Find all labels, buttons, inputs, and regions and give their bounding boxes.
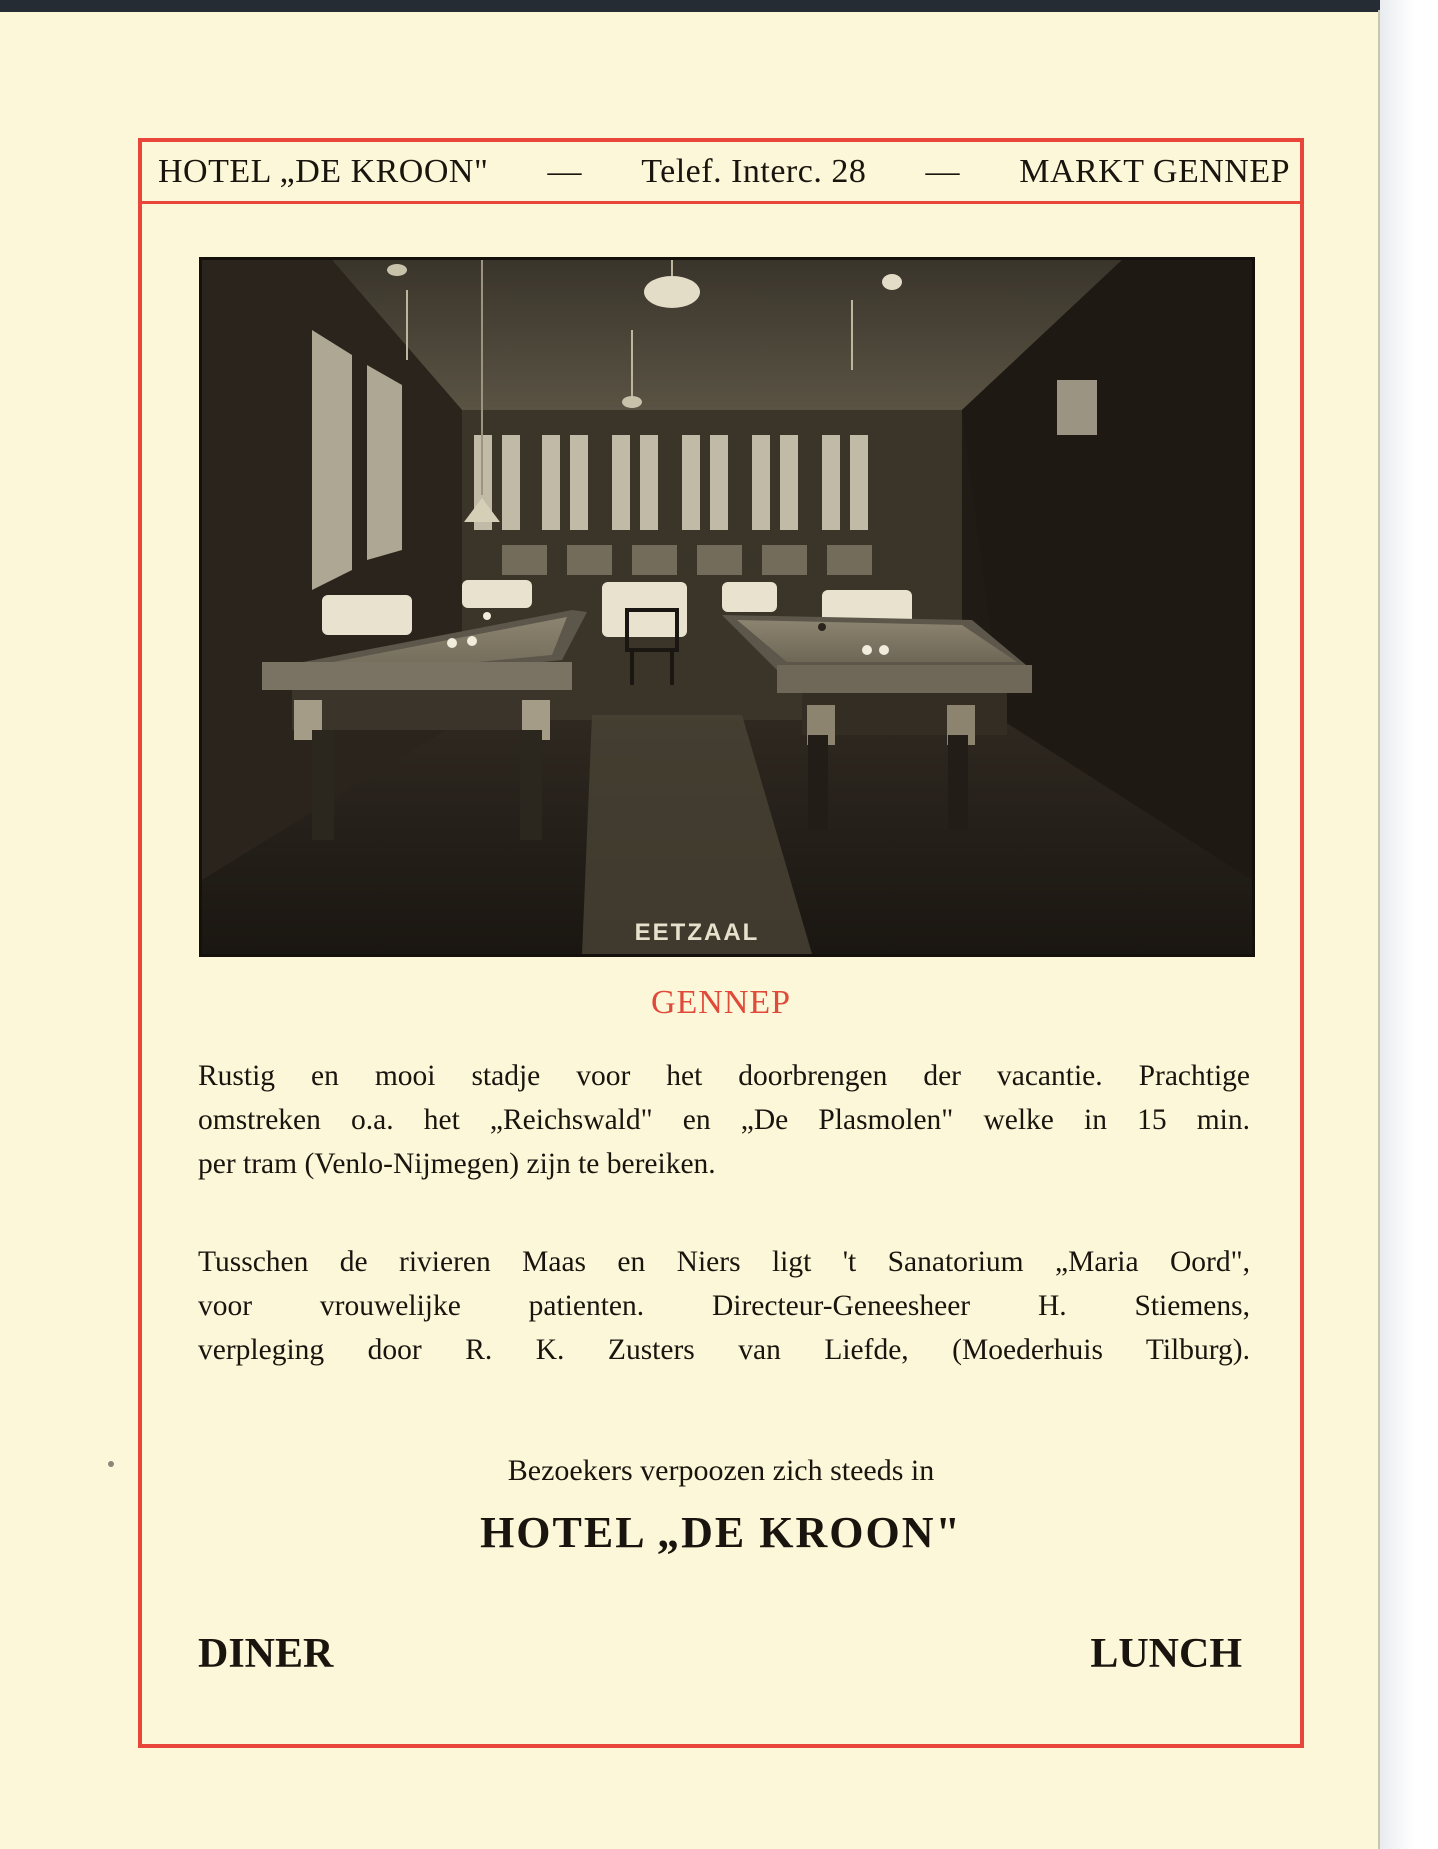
advertisement-frame: [138, 138, 1304, 1748]
header-dash: —: [547, 152, 583, 190]
visitors-line: Bezoekers verpoozen zich steeds in: [507, 1454, 935, 1487]
footer-diner: DINER: [198, 1631, 334, 1677]
paragraph-line: omstreken o.a. het „Reichswald" en „De Plasmolen" welke in 15 min.: [198, 1104, 1250, 1136]
footer-lunch: LUNCH: [1090, 1631, 1242, 1677]
paragraph-line: verpleging door R. K. Zusters van Liefde, (Moederhuis Tilburg).: [198, 1334, 1250, 1366]
page-margin: [1380, 0, 1438, 1849]
header-bar: [142, 142, 1300, 204]
hotel-name-heading: HOTEL „DE KROON": [480, 1508, 962, 1557]
header-hotel: HOTEL „DE KROON": [158, 152, 489, 190]
paper-speck: [108, 1461, 114, 1467]
description-paragraph: [198, 1054, 1250, 1186]
paragraph-line: per tram (Venlo-Nijmegen) zijn te bereiken.: [198, 1148, 716, 1180]
dining-room-photo: [199, 257, 1255, 957]
header-phone: Telef. Interc. 28: [641, 152, 867, 190]
header-dash: —: [925, 152, 961, 190]
dining-room-illustration: [202, 260, 1252, 954]
paragraph-line: Rustig en mooi stadje voor het doorbrengen der vacantie. Prachtige: [198, 1060, 1250, 1092]
page-top-edge: [0, 0, 1400, 12]
photo-caption: EETZAAL: [634, 919, 760, 946]
sanatorium-paragraph: [198, 1240, 1250, 1372]
header-location: MARKT GENNEP: [1019, 152, 1290, 190]
paragraph-line: Tusschen de rivieren Maas en Niers ligt 't Sanatorium „Maria Oord",: [198, 1246, 1250, 1278]
section-title: GENNEP: [650, 984, 792, 1021]
paragraph-line: voor vrouwelijke patienten. Directeur-Geneesheer H. Stiemens,: [198, 1290, 1250, 1322]
